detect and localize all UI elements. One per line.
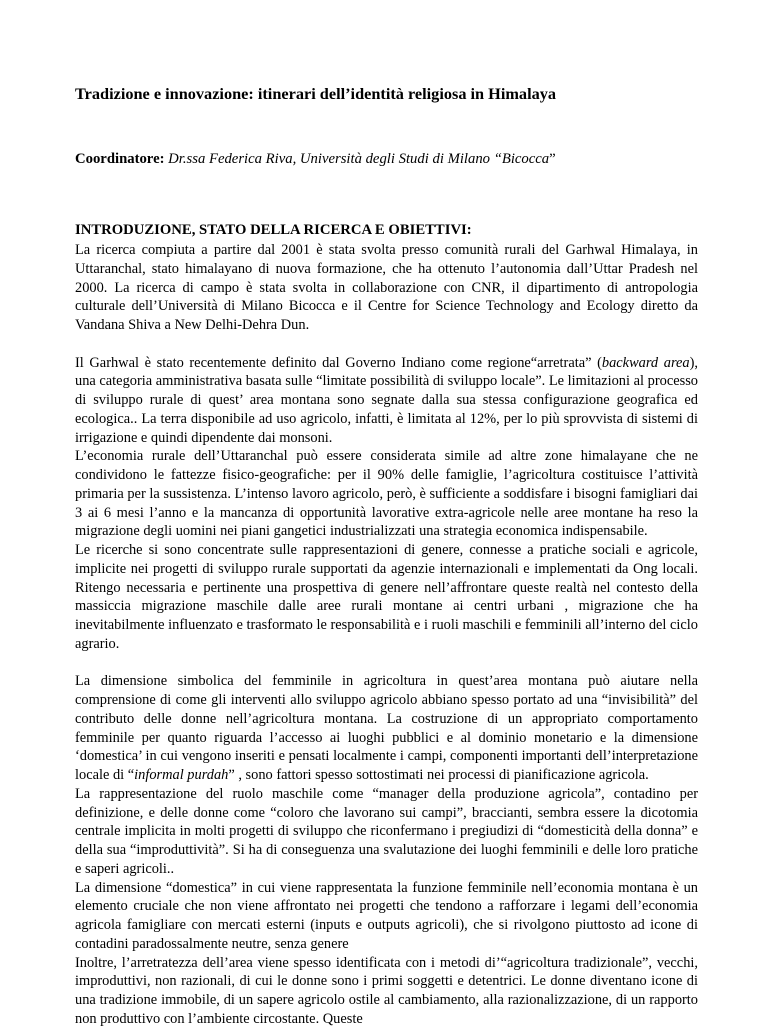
paragraph-2-italic: backward area: [601, 354, 690, 371]
paragraph-2-text-c: ), una categoria amministrativa basata sulle “limitate possibilità di sviluppo locale”. Le limitazioni al processo di sviluppo rurale di quest’ area montana sono segnate dalla sua stessa configurazione geografica ed ecologica.. La terra disponibile ad uso agricolo, infatti, è limitata al 12%, per lo più sprovvista di sistemi di irrigazione e quindi dipendente dai monsoni.: [75, 354, 698, 446]
paragraph-5-italic: informal purdah: [134, 767, 229, 783]
coordinator-closing-quote: ”: [549, 151, 556, 167]
document-title: Tradizione e innovazione: itinerari dell’identità religiosa in Himalaya: [75, 84, 557, 103]
paragraph-5-text-a: La dimensione simbolica del femminile in agricoltura in quest’area montana può aiutare nella comprensione di come gli interventi allo sviluppo agricolo abbiano spesso portato ad una “invisibilità” del contributo delle donne nell’agricoltura montana. La costruzione di un appropriato comportamento femminile per quanto riguarda l’accesso ai luoghi pubblici e al dominio monetario e la dimensione ‘domestica’ in cui vengono inseriti e pensati localmente i campi, componenti importanti dell’interpretazione locale di “: [75, 673, 698, 783]
paragraph-4: Le ricerche si sono concentrate sulle rappresentazioni di genere, connesse a pratiche sociali e agricole, implicite nei progetti di sviluppo rurale supportati da agenzie internazionali e implementati da Ong locali. Ritengo necessaria e pertinente una prospettiva di genere nell’affrontare queste realtà nel contesto della massiccia migrazione maschile dalle aree rurali montane ai centri urbani , migrazione che ha inevitabilmente influenzato e trasformato le responsabilità e i ruoli maschili e femminili all’interno del ciclo agrario.: [75, 542, 698, 652]
coordinator-name: Dr.ssa Federica Riva, Università degli Studi di Milano “Bicocca: [168, 151, 550, 167]
section-heading: INTRODUZIONE, STATO DELLA RICERCA E OBIETTIVI:: [75, 222, 472, 238]
coordinator-label: Coordinatore:: [75, 151, 165, 167]
paragraph-5-text-c: ” , sono fattori spesso sottostimati nei processi di pianificazione agricola.: [228, 767, 649, 783]
paragraph-1: La ricerca compiuta a partire dal 2001 è stata svolta presso comunità rurali del Garhwal Himalaya, in Uttaranchal, stato himalayano di nuova formazione, che ha ottenuto l’autonomia dall’Uttar Pradesh nel 2000. La ricerca di campo è stata svolta in collaborazione con CNR, il dipartimento di antropologia culturale dell’Università di Milano Bicocca e il Centre for Science Technology and Ecology diretto da Vandana Shiva a New Delhi-Dehra Dun.: [75, 242, 698, 333]
paragraph-5: [75, 672, 698, 785]
body-text: [75, 241, 698, 1029]
paragraph-2: [75, 354, 698, 448]
paragraph-2-text-a: Il Garhwal è stato recentemente definito dal Governo Indiano come regione“arretrata” (: [75, 354, 602, 371]
paragraph-7: La dimensione “domestica” in cui viene rappresentata la funzione femminile nell’economia montana è un elemento cruciale che non viene affrontato nei progetti che tendono a rafforzare i legami dell’economia agricola famigliare con mercati esterni (inputs e outputs agricoli), che si rivolgono piuttosto ad icone di contadini paradossalmente neutre, senza genere: [75, 879, 698, 952]
paragraph-8: Inoltre, l’arretratezza dell’area viene spesso identificata con i metodi di’“agricoltura tradizionale”, vecchi, improduttivi, non razionali, di cui le donne sono i primi soggetti e detentrici. Le donne diventano icone di una tradizione immobile, di un sapere agricolo ostile al cambiamento, alla razionalizzazione, di un rapporto non produttivo con l’ambiente circostante. Queste: [75, 954, 698, 1027]
paragraph-3: L’economia rurale dell’Uttaranchal può essere considerata simile ad altre zone himalayane che ne condividono le fattezze fisico-geografiche: per il 90% delle famiglie, l’agricoltura costituisce l’attività primaria per la sussistenza. L’intenso lavoro agricolo, però, è sufficiente a soddisfare i bisogni famigliari dai 3 ai 6 mesi l’anno e la mancanza di opportunità lavorative extra-agricole nelle aree montane ha reso la migrazione degli uomini nei piani gangetici industrializzati una strategia economica indispensabile.: [75, 448, 698, 540]
paragraph-6: La rappresentazione del ruolo maschile come “manager della produzione agricola”, contadino per definizione, e delle donne come “coloro che lavorano sui campi”, braccianti, sembra essere la dicotomia centrale implicita in molti progetti di sviluppo che riconfermano i pregiudizi di “domesticità della donna” e della sua “improduttività”. Si ha di conseguenza una svalutazione dei luoghi femminili e delle loro pratiche e saperi agricoli..: [75, 785, 698, 877]
coordinator-line: [75, 151, 698, 168]
